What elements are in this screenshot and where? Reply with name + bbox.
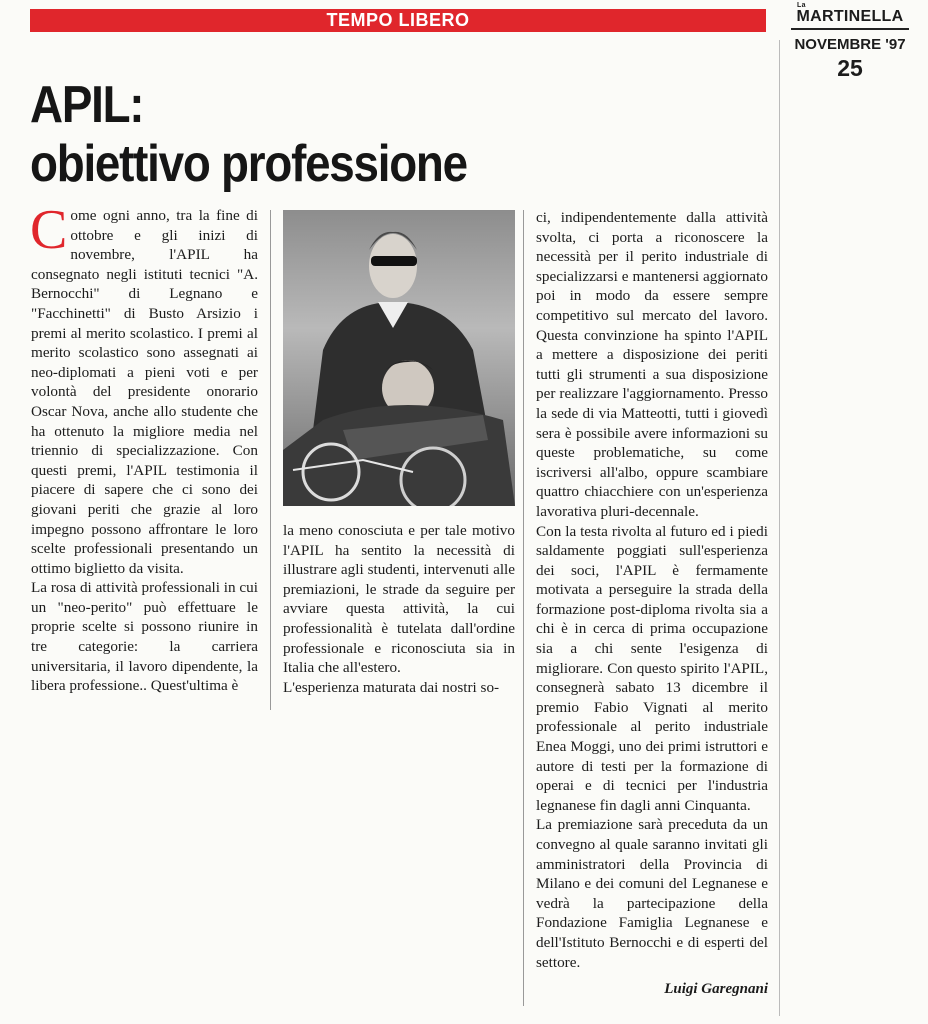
- headline-line-2: obiettivo professione: [30, 135, 467, 193]
- article-photo: [283, 210, 515, 506]
- masthead-brand-prefix: La: [797, 2, 806, 9]
- article-paragraph: [30, 199, 258, 578]
- article-paragraph: ci, indipendentemente dalla attività svolta, ci porta a riconoscere la necessità per il perito industriale di specializzarsi e mantenersi aggiornato poi in modo da essere sempre competitivo sul mercato del lavoro. Questa convinzione ha spinto l'APIL a mettere a disposizione dei periti tutti gli strumenti a sua disposizione per realizzare l'aggiornamento. Presso la sede di via Matteotti, tutti i giovedì sera è possibile avere informazioni su queste problematiche, su come iscriversi all'albo, oppure scambiare quattro chiacchiere con un'esperienza lavorativa pluri-decennale.: [536, 209, 768, 520]
- masthead: [786, 2, 914, 82]
- article-column-3: [536, 208, 768, 1000]
- article-paragraph: L'esperienza maturata dai nostri so-: [283, 678, 500, 696]
- article-column-2: [283, 521, 515, 697]
- paragraph-text: ome ogni anno, tra la fine di ottobre e gli inizi di novembre, l'APIL ha consegnato negli istituti tecnici "A. Bernocchi" di Legnano e "Facchinetti" di Busto Arsizio i premi al merito scolastico. I premi al merito scolastico sono assegnati ai neo-diplomati a pieni voti e per volontà del presidente onorario Oscar Nova, anche allo studente che ha ottenuto la migliore media nel triennio di specializzazione. Con questi premi, l'APIL testimonia il piacere di sapere che ci sono dei giovani periti che grazie al loro impegno possono affrontare le loro scelte professionali presentando un ottimo biglietto da visita.: [31, 207, 258, 577]
- photo-illustration: [283, 210, 515, 506]
- headline-line-1: APIL:: [30, 76, 144, 134]
- masthead-divider: [779, 40, 780, 1016]
- article-paragraph: Con la testa rivolta al futuro ed i piedi saldamente poggiati sull'esperienza dei soci, l'APIL è fermamente motivata a perseguire la strada della formazione post-diploma rivolta sia a chi è in cerca di prima occupazione sia a chi sente l'esigenza di migliorare. Con questo spirito l'APIL, consegnerà sabato 13 dicembre il premio Fabio Vignati al merito professionale al perito industriale Enea Moggi, uno dei primi istruttori e autore di testi per la formazione di operai e di tecnici per l'industria legnanese fin dagli anni Cinquanta.: [536, 522, 768, 814]
- masthead-brand-name: MARTINELLA: [796, 8, 904, 25]
- article-column-1: [30, 199, 258, 696]
- masthead-brand: [791, 2, 909, 30]
- article-paragraph: La premiazione sarà preceduta da un convegno al quale saranno invitati gli amministratori della Provincia di Milano e dei comuni del Legnanese e vedrà la partecipazione della Fondazione Famiglia Legnanese e dell'Istituto Bernocchi e di esperti del settore.: [536, 816, 768, 971]
- article-paragraph: la meno conosciuta e per tale motivo l'APIL ha sentito la necessità di illustrare agli studenti, intervenuti alle premiazioni, le strade da seguire per avviare questa attività, la cui professionalità è tutelata dall'ordine professionale e riconosciuta sia in Italia che all'estero.: [283, 522, 515, 677]
- section-title: TEMPO LIBERO: [30, 9, 766, 32]
- drop-cap: C: [30, 199, 68, 261]
- author-byline: Luigi Garegnani: [664, 981, 768, 998]
- article-paragraph: La rosa di attività professionali in cui un "neo-perito" può effettuare le proprie scelte si possono riunire in tre categorie: la carriera universitaria, il lavoro dipendente, la libera professione.. Quest'ultima è: [31, 579, 258, 695]
- column-divider: [523, 210, 524, 1006]
- column-divider: [270, 210, 271, 710]
- page-number: 25: [837, 55, 863, 81]
- article-headline: [30, 76, 488, 194]
- issue-date: NOVEMBRE '97: [794, 36, 906, 53]
